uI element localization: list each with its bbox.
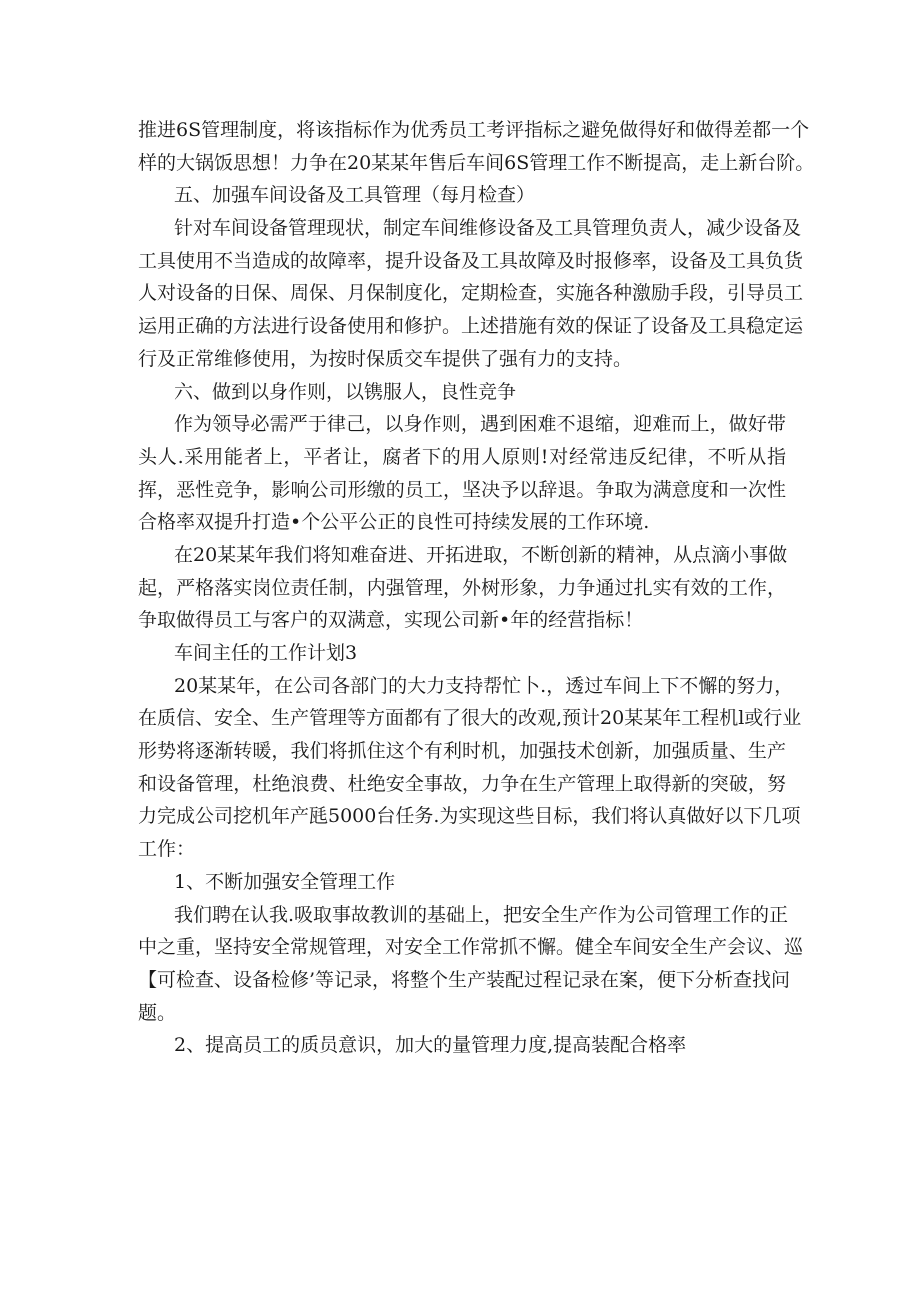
text-line: 和设备管理，杜绝浪费、杜绝安全事故，力争在生产管理上取得新的突破，努: [138, 772, 786, 795]
document-body: [138, 114, 815, 1062]
text-line: 题。: [138, 1001, 177, 1024]
section-heading: 六、做到以身作则，以镌服人，良性竞争: [174, 380, 517, 403]
text-line: 人对设备的日保、周保、月保制度化，定期检查，实施各种激励手段，引导员工: [138, 282, 804, 305]
text-line: 头人.采用能者上，平者让，腐者下的用人原则!对经常违反纪律，不听从指: [138, 445, 786, 468]
section-heading: 车间主任的工作计划3: [174, 642, 358, 664]
text-line: 我们聘在认我.吸取事故教训的基础上，把安全生产作为公司管理工作的正: [174, 903, 789, 926]
text-line: 运用正确的方法进行设备使用和修护。上述措施有效的保证了设备及工具稳定运: [138, 315, 804, 338]
text-line: 形势将逐渐转暖，我们将抓住这个有利时机，加强技术创新，加强质量、生产: [138, 740, 786, 763]
text-line: 在20某某年我们将知难奋进、开拓进取，不断创新的精神，从点滴小事做: [174, 543, 788, 566]
text-line: 20某某年，在公司各部门的大力支持帮忙卜.，透过车间上下不懈的努力，: [174, 674, 794, 697]
text-line: 推进6S管理制度，将该指标作为优秀员工考评指标之避免做得好和做得差都一个: [138, 119, 810, 141]
text-line: 在质信、安全、生产管理等方面都有了很大的改观,预计20某某年工程机l或行业: [138, 707, 802, 730]
text-line: 中之重，坚持安全常规管理，对安全工作常抓不懈。健全车间安全生产会议、巡: [138, 936, 804, 959]
text-line: 工作：: [138, 838, 196, 861]
text-line: 作为领导必需严于律己，以身作则，遇到困难不退缩，迎难而上，做好带: [174, 413, 786, 436]
text-line: 挥，恶性竞争，影响公司形缴的员工，坚决予以辞退。争取为满意度和一次性: [138, 478, 786, 501]
text-line: 行及正常维修使用，为按时保质交车提供了强有力的支持。: [138, 347, 633, 370]
text-line: 【可检查、设备检修’等记录，将整个生产装配过程记录在案，便下分析查找问: [138, 968, 791, 991]
section-heading: 1、不断加强安全管理工作: [174, 870, 396, 893]
text-line: 样的大锅饭思想！力争在20某某年售后车间6S管理工作不断提高，走上新台阶。: [138, 151, 815, 174]
text-line: 争取做得员工与客户的双满意，实现公司新•年的经营指标！: [138, 609, 644, 632]
text-line: 力完成公司挖机年产瓱5000台任务.为实现这些目标，我们将认真做好以下几项: [138, 805, 801, 828]
text-line: 起，严格落实岗位责任制，内强管理，外树形象，力争通过扎实有效的工作，: [138, 576, 786, 599]
section-heading: 2、提高员工的质员意识，加大的量管理力度,提高装配合格率: [174, 1034, 687, 1057]
text-line: 工具使用不当造成的故障率，提升设备及工具故障及时报修率，设备及工具负货: [138, 249, 804, 272]
text-line: 针对车间设备管理现状，制定车间维修设备及工具管理负责人，减少设备及: [174, 217, 802, 240]
section-heading: 五、加强车间设备及工具管理（每月检查）: [174, 184, 536, 207]
text-line: 合格率双提升打造•个公平公正的良性可持续发展的工作环境.: [138, 511, 650, 534]
